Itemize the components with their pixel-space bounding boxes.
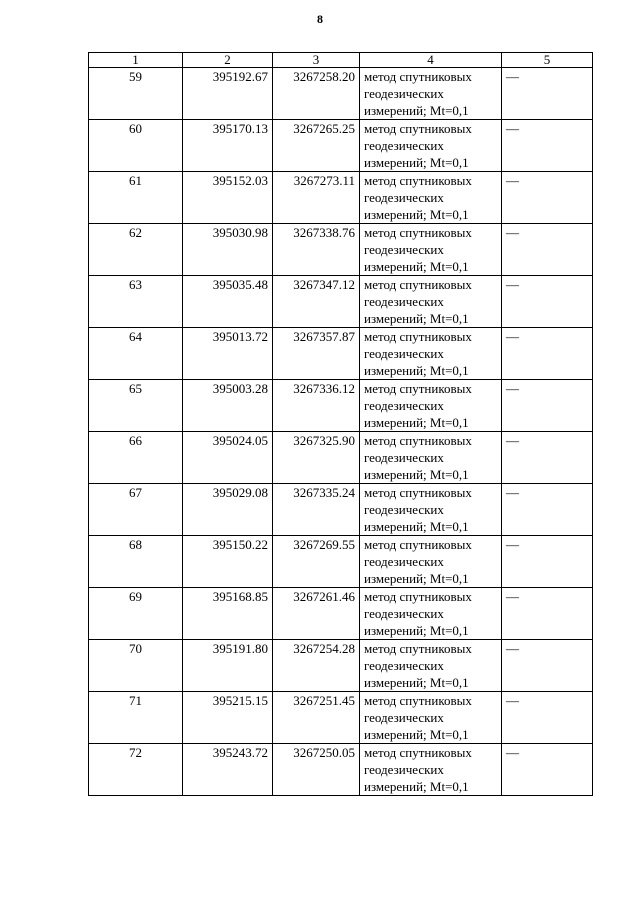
method-line: геодезических bbox=[364, 294, 444, 309]
method-line: измерений; Mt=0,1 bbox=[364, 623, 469, 638]
method-cell bbox=[360, 692, 502, 744]
method-cell bbox=[360, 588, 502, 640]
point-number-cell: 70 bbox=[89, 640, 183, 692]
point-number-cell: 60 bbox=[89, 120, 183, 172]
y-coordinate-cell: 3267261.46 bbox=[273, 588, 360, 640]
method-line: геодезических bbox=[364, 554, 444, 569]
point-number-cell: 71 bbox=[89, 692, 183, 744]
method-line: метод спутниковых bbox=[364, 745, 472, 760]
method-line: метод спутниковых bbox=[364, 537, 472, 552]
table-row bbox=[89, 640, 593, 692]
method-line: измерений; Mt=0,1 bbox=[364, 155, 469, 170]
method-cell bbox=[360, 328, 502, 380]
method-line: метод спутниковых bbox=[364, 121, 472, 136]
table-row bbox=[89, 692, 593, 744]
method-line: геодезических bbox=[364, 398, 444, 413]
y-coordinate-cell: 3267273.11 bbox=[273, 172, 360, 224]
x-coordinate-cell: 395030.98 bbox=[183, 224, 273, 276]
method-line: измерений; Mt=0,1 bbox=[364, 675, 469, 690]
method-line: метод спутниковых bbox=[364, 693, 472, 708]
point-number-cell: 65 bbox=[89, 380, 183, 432]
method-line: метод спутниковых bbox=[364, 433, 472, 448]
y-coordinate-cell: 3267336.12 bbox=[273, 380, 360, 432]
point-number-cell: 68 bbox=[89, 536, 183, 588]
x-coordinate-cell: 395191.80 bbox=[183, 640, 273, 692]
point-number-cell: 63 bbox=[89, 276, 183, 328]
table-row bbox=[89, 536, 593, 588]
y-coordinate-cell: 3267269.55 bbox=[273, 536, 360, 588]
x-coordinate-cell: 395168.85 bbox=[183, 588, 273, 640]
note-cell: — bbox=[502, 432, 593, 484]
method-line: метод спутниковых bbox=[364, 277, 472, 292]
method-line: геодезических bbox=[364, 606, 444, 621]
method-line: метод спутниковых bbox=[364, 329, 472, 344]
method-line: метод спутниковых bbox=[364, 381, 472, 396]
table-row bbox=[89, 328, 593, 380]
table-row bbox=[89, 172, 593, 224]
method-line: геодезических bbox=[364, 450, 444, 465]
method-cell bbox=[360, 172, 502, 224]
coordinates-table bbox=[88, 52, 593, 796]
note-cell: — bbox=[502, 640, 593, 692]
method-line: измерений; Mt=0,1 bbox=[364, 311, 469, 326]
point-number-cell: 61 bbox=[89, 172, 183, 224]
x-coordinate-cell: 395013.72 bbox=[183, 328, 273, 380]
table-row bbox=[89, 744, 593, 796]
note-cell: — bbox=[502, 120, 593, 172]
note-cell: — bbox=[502, 484, 593, 536]
x-coordinate-cell: 395192.67 bbox=[183, 68, 273, 120]
x-coordinate-cell: 395215.15 bbox=[183, 692, 273, 744]
method-cell bbox=[360, 640, 502, 692]
point-number-cell: 67 bbox=[89, 484, 183, 536]
method-cell bbox=[360, 276, 502, 328]
note-cell: — bbox=[502, 276, 593, 328]
x-coordinate-cell: 395243.72 bbox=[183, 744, 273, 796]
table-row bbox=[89, 432, 593, 484]
y-coordinate-cell: 3267251.45 bbox=[273, 692, 360, 744]
method-line: измерений; Mt=0,1 bbox=[364, 415, 469, 430]
point-number-cell: 64 bbox=[89, 328, 183, 380]
point-number-cell: 66 bbox=[89, 432, 183, 484]
header-col-4: 4 bbox=[360, 53, 502, 68]
method-line: метод спутниковых bbox=[364, 225, 472, 240]
x-coordinate-cell: 395152.03 bbox=[183, 172, 273, 224]
method-line: метод спутниковых bbox=[364, 641, 472, 656]
x-coordinate-cell: 395029.08 bbox=[183, 484, 273, 536]
header-col-1: 1 bbox=[89, 53, 183, 68]
table-row bbox=[89, 484, 593, 536]
method-cell bbox=[360, 68, 502, 120]
method-line: геодезических bbox=[364, 190, 444, 205]
y-coordinate-cell: 3267338.76 bbox=[273, 224, 360, 276]
table-row bbox=[89, 120, 593, 172]
x-coordinate-cell: 395035.48 bbox=[183, 276, 273, 328]
y-coordinate-cell: 3267254.28 bbox=[273, 640, 360, 692]
method-line: геодезических bbox=[364, 86, 444, 101]
note-cell: — bbox=[502, 224, 593, 276]
method-line: геодезических bbox=[364, 138, 444, 153]
header-col-3: 3 bbox=[273, 53, 360, 68]
method-cell bbox=[360, 484, 502, 536]
y-coordinate-cell: 3267357.87 bbox=[273, 328, 360, 380]
note-cell: — bbox=[502, 328, 593, 380]
table-row bbox=[89, 588, 593, 640]
method-cell bbox=[360, 120, 502, 172]
note-cell: — bbox=[502, 588, 593, 640]
method-line: геодезических bbox=[364, 762, 444, 777]
table-row bbox=[89, 224, 593, 276]
method-cell bbox=[360, 536, 502, 588]
y-coordinate-cell: 3267250.05 bbox=[273, 744, 360, 796]
page-number: 8 bbox=[317, 12, 323, 26]
y-coordinate-cell: 3267325.90 bbox=[273, 432, 360, 484]
y-coordinate-cell: 3267258.20 bbox=[273, 68, 360, 120]
method-line: измерений; Mt=0,1 bbox=[364, 727, 469, 742]
method-line: геодезических bbox=[364, 346, 444, 361]
method-line: геодезических bbox=[364, 242, 444, 257]
note-cell: — bbox=[502, 380, 593, 432]
x-coordinate-cell: 395024.05 bbox=[183, 432, 273, 484]
table-row bbox=[89, 68, 593, 120]
note-cell: — bbox=[502, 172, 593, 224]
method-line: измерений; Mt=0,1 bbox=[364, 207, 469, 222]
table-row bbox=[89, 276, 593, 328]
x-coordinate-cell: 395170.13 bbox=[183, 120, 273, 172]
y-coordinate-cell: 3267335.24 bbox=[273, 484, 360, 536]
x-coordinate-cell: 395150.22 bbox=[183, 536, 273, 588]
method-line: измерений; Mt=0,1 bbox=[364, 779, 469, 794]
method-cell bbox=[360, 380, 502, 432]
method-cell bbox=[360, 224, 502, 276]
point-number-cell: 69 bbox=[89, 588, 183, 640]
method-line: измерений; Mt=0,1 bbox=[364, 467, 469, 482]
method-cell bbox=[360, 432, 502, 484]
header-col-5: 5 bbox=[502, 53, 593, 68]
method-line: геодезических bbox=[364, 710, 444, 725]
method-line: метод спутниковых bbox=[364, 589, 472, 604]
point-number-cell: 72 bbox=[89, 744, 183, 796]
method-line: измерений; Mt=0,1 bbox=[364, 519, 469, 534]
point-number-cell: 59 bbox=[89, 68, 183, 120]
x-coordinate-cell: 395003.28 bbox=[183, 380, 273, 432]
y-coordinate-cell: 3267347.12 bbox=[273, 276, 360, 328]
note-cell: — bbox=[502, 744, 593, 796]
table-body bbox=[89, 68, 593, 796]
header-col-2: 2 bbox=[183, 53, 273, 68]
note-cell: — bbox=[502, 692, 593, 744]
table-row bbox=[89, 380, 593, 432]
method-line: геодезических bbox=[364, 658, 444, 673]
point-number-cell: 62 bbox=[89, 224, 183, 276]
method-line: метод спутниковых bbox=[364, 69, 472, 84]
method-cell bbox=[360, 744, 502, 796]
method-line: измерений; Mt=0,1 bbox=[364, 103, 469, 118]
method-line: метод спутниковых bbox=[364, 485, 472, 500]
method-line: измерений; Mt=0,1 bbox=[364, 259, 469, 274]
method-line: метод спутниковых bbox=[364, 173, 472, 188]
note-cell: — bbox=[502, 536, 593, 588]
method-line: геодезических bbox=[364, 502, 444, 517]
method-line: измерений; Mt=0,1 bbox=[364, 571, 469, 586]
method-line: измерений; Mt=0,1 bbox=[364, 363, 469, 378]
y-coordinate-cell: 3267265.25 bbox=[273, 120, 360, 172]
table-header-row bbox=[89, 53, 593, 68]
note-cell: — bbox=[502, 68, 593, 120]
